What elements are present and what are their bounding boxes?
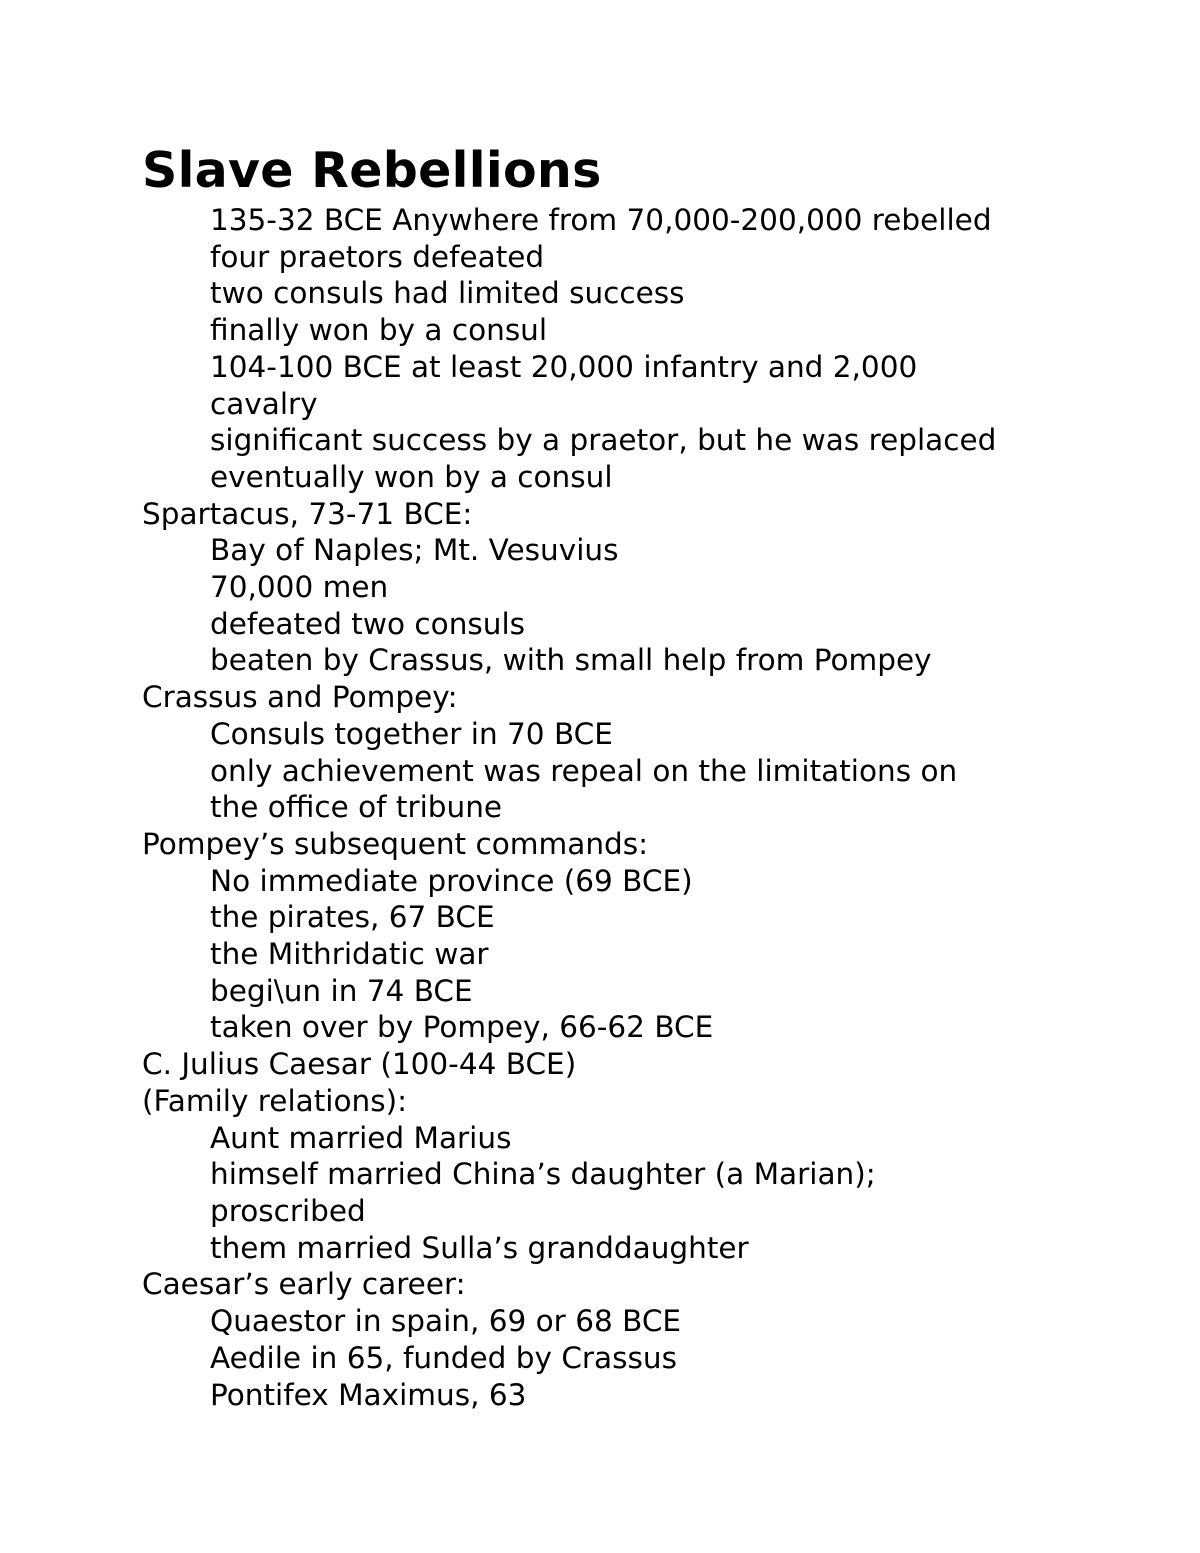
outline-item: begi\un in 74 BCE <box>210 973 473 1008</box>
section-heading: C. Julius Caesar (100-44 BCE) <box>142 1047 577 1082</box>
outline-item: himself married China’s daughter (a Marian); <box>210 1157 876 1192</box>
outline-item: the Mithridatic war <box>210 937 489 972</box>
outline-item: defeated two consuls <box>210 606 526 641</box>
document-title: Slave Rebellions <box>142 142 602 199</box>
outline-item: cavalry <box>210 386 318 421</box>
outline-item: the pirates, 67 BCE <box>210 900 495 935</box>
section-heading: Crassus and Pompey: <box>142 680 458 715</box>
outline-item: Bay of Naples; Mt. Vesuvius <box>210 533 619 568</box>
outline-item: significant success by a praetor, but he was replaced <box>210 423 997 458</box>
outline-item: taken over by Pompey, 66-62 BCE <box>210 1010 714 1045</box>
outline-item: only achievement was repeal on the limitations on <box>210 753 958 788</box>
outline-item: them married Sulla’s granddaughter <box>210 1230 749 1265</box>
outline-item: 104-100 BCE at least 20,000 infantry and 2,000 <box>210 349 918 384</box>
outline-item: Pontifex Maximus, 63 <box>210 1377 527 1412</box>
outline-item: four praetors defeated <box>210 239 545 274</box>
document-page <box>142 140 1142 1413</box>
outline-item: Aedile in 65, funded by Crassus <box>210 1340 677 1375</box>
outline-item: Consuls together in 70 BCE <box>210 716 613 751</box>
outline-item: eventually won by a consul <box>210 459 613 494</box>
outline-item: Quaestor in spain, 69 or 68 BCE <box>210 1304 682 1339</box>
document-body <box>142 202 1142 1413</box>
outline-item: Aunt married Marius <box>210 1120 512 1155</box>
outline-item: finally won by a consul <box>210 313 548 348</box>
section-heading: (Family relations): <box>142 1083 408 1118</box>
outline-item: No immediate province (69 BCE) <box>210 863 693 898</box>
outline-item: beaten by Crassus, with small help from Pompey <box>210 643 932 678</box>
section-heading: Caesar’s early career: <box>142 1267 466 1302</box>
outline-item: 135-32 BCE Anywhere from 70,000-200,000 rebelled <box>210 203 992 237</box>
section-heading: Spartacus, 73-71 BCE: <box>142 496 473 531</box>
outline-item: proscribed <box>210 1193 366 1228</box>
outline-item: 70,000 men <box>210 570 389 605</box>
outline-item: two consuls had limited success <box>210 276 685 311</box>
outline-item: the office of tribune <box>210 790 503 825</box>
section-heading: Pompey’s subsequent commands: <box>142 826 649 861</box>
